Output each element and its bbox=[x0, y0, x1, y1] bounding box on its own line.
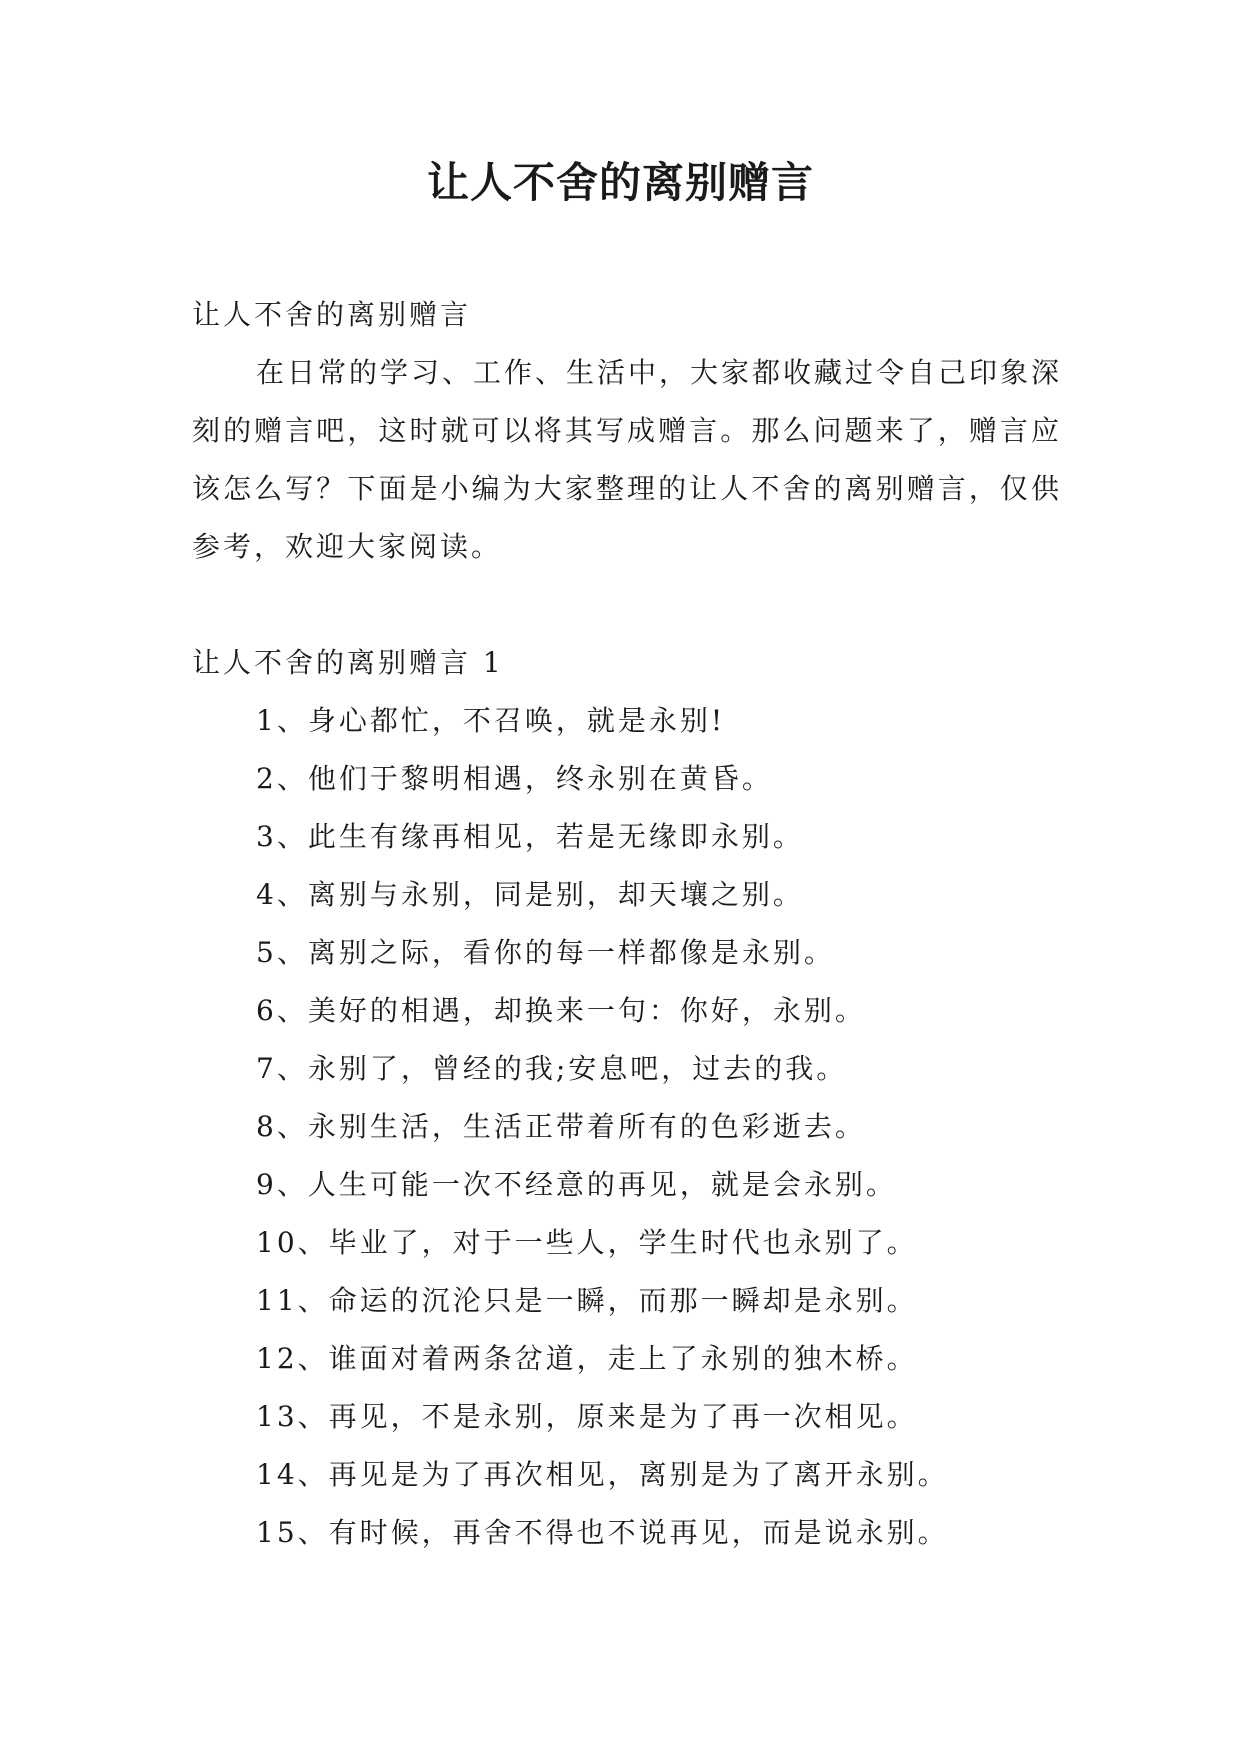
list-item: 8、永别生活，生活正带着所有的色彩逝去。 bbox=[256, 1110, 866, 1143]
list-item: 7、永别了，曾经的我;安息吧，过去的我。 bbox=[256, 1052, 848, 1085]
quote-list bbox=[192, 692, 1062, 1562]
list-item: 9、人生可能一次不经意的再见，就是会永别。 bbox=[256, 1168, 897, 1201]
document-title: 让人不舍的离别赠言 bbox=[426, 158, 814, 207]
list-item: 1、身心都忙，不召唤，就是永别! bbox=[256, 704, 726, 737]
section-1 bbox=[192, 634, 1062, 1562]
list-item: 11、命运的沉沦只是一瞬，而那一瞬却是永别。 bbox=[256, 1284, 918, 1317]
document-body bbox=[192, 286, 1062, 1562]
list-item: 15、有时候，再舍不得也不说再见，而是说永别。 bbox=[256, 1516, 949, 1549]
list-item: 13、再见，不是永别，原来是为了再一次相见。 bbox=[256, 1400, 918, 1433]
list-item: 2、他们于黎明相遇，终永别在黄昏。 bbox=[256, 762, 773, 795]
article-heading: 让人不舍的离别赠言 bbox=[192, 298, 472, 331]
list-item: 12、谁面对着两条岔道，走上了永别的独木桥。 bbox=[256, 1342, 918, 1375]
list-item: 4、离别与永别，同是别，却天壤之别。 bbox=[256, 878, 804, 911]
intro-paragraph: 在日常的学习、工作、生活中，大家都收藏过令自己印象深刻的赠言吧，这时就可以将其写成赠言。那么问题来了，赠言应该怎么写？下面是小编为大家整理的让人不舍的离别赠言，仅供参考，欢迎大家阅读。 bbox=[192, 356, 1063, 563]
list-item: 10、毕业了，对于一些人，学生时代也永别了。 bbox=[256, 1226, 918, 1259]
list-item: 14、再见是为了再次相见，离别是为了离开永别。 bbox=[256, 1458, 949, 1491]
list-item: 6、美好的相遇，却换来一句：你好，永别。 bbox=[256, 994, 866, 1027]
list-item: 3、此生有缘再相见，若是无缘即永别。 bbox=[256, 820, 804, 853]
list-item: 5、离别之际，看你的每一样都像是永别。 bbox=[256, 936, 835, 969]
section-heading: 让人不舍的离别赠言 1 bbox=[192, 646, 504, 679]
